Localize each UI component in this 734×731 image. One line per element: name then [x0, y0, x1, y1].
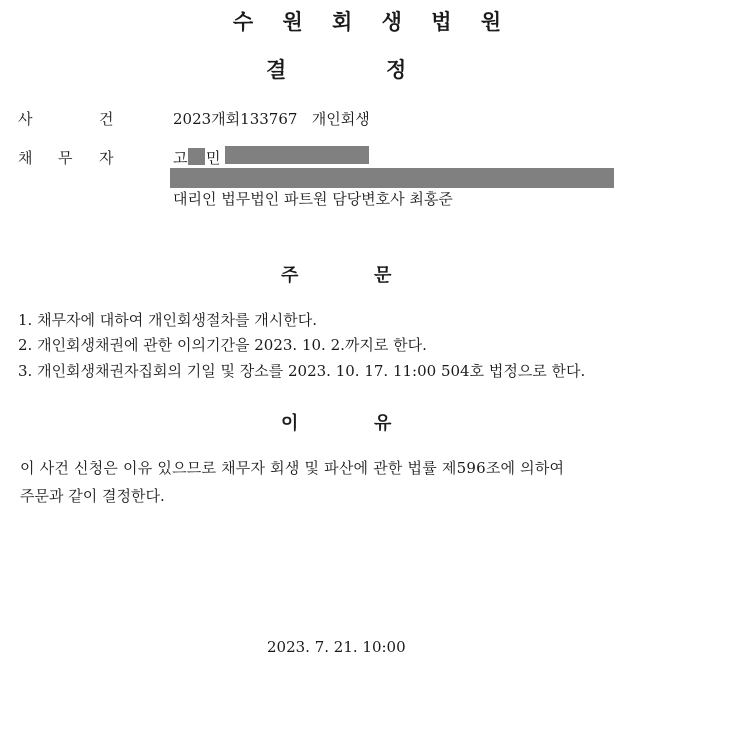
debtor-name-redaction — [188, 148, 205, 165]
document-title-part-2: 정 — [386, 57, 407, 82]
document-title-part-1: 결 — [266, 57, 287, 82]
debtor-label-3: 자 — [99, 149, 114, 167]
debtor-id-redaction — [225, 146, 369, 164]
order-item-1: 1. 채무자에 대하여 개인회생절차를 개시한다. — [18, 311, 317, 329]
order-heading-2: 문 — [374, 265, 392, 286]
debtor-label-2: 무 — [58, 149, 73, 167]
case-number: 2023개회133767 개인회생 — [173, 110, 370, 128]
case-label-1: 사 — [18, 110, 33, 128]
reason-heading-2: 유 — [374, 413, 392, 434]
debtor-label-1: 채 — [18, 149, 33, 167]
debtor-name-last: 민 — [206, 149, 221, 167]
court-name: 수 원 회 생 법 원 — [232, 9, 502, 34]
case-label-2: 건 — [99, 110, 114, 128]
decision-date: 2023. 7. 21. 10:00 — [267, 638, 406, 656]
order-heading-1: 주 — [281, 265, 299, 286]
debtor-address-redaction — [170, 168, 614, 188]
order-item-3: 3. 개인회생채권자집회의 기일 및 장소를 2023. 10. 17. 11:00 504호 법정으로 한다. — [18, 362, 586, 380]
debtor-name-first: 고 — [173, 149, 188, 167]
reason-line-2: 주문과 같이 결정한다. — [20, 487, 165, 505]
reason-heading-1: 이 — [281, 413, 299, 434]
reason-line-1: 이 사건 신청은 이유 있으므로 채무자 회생 및 파산에 관한 법률 제596조에 의하여 — [20, 459, 565, 477]
debtor-agent: 대리인 법무법인 파트원 담당변호사 최홍준 — [173, 190, 453, 208]
order-item-2: 2. 개인회생채권에 관한 이의기간을 2023. 10. 2.까지로 한다. — [18, 336, 427, 354]
